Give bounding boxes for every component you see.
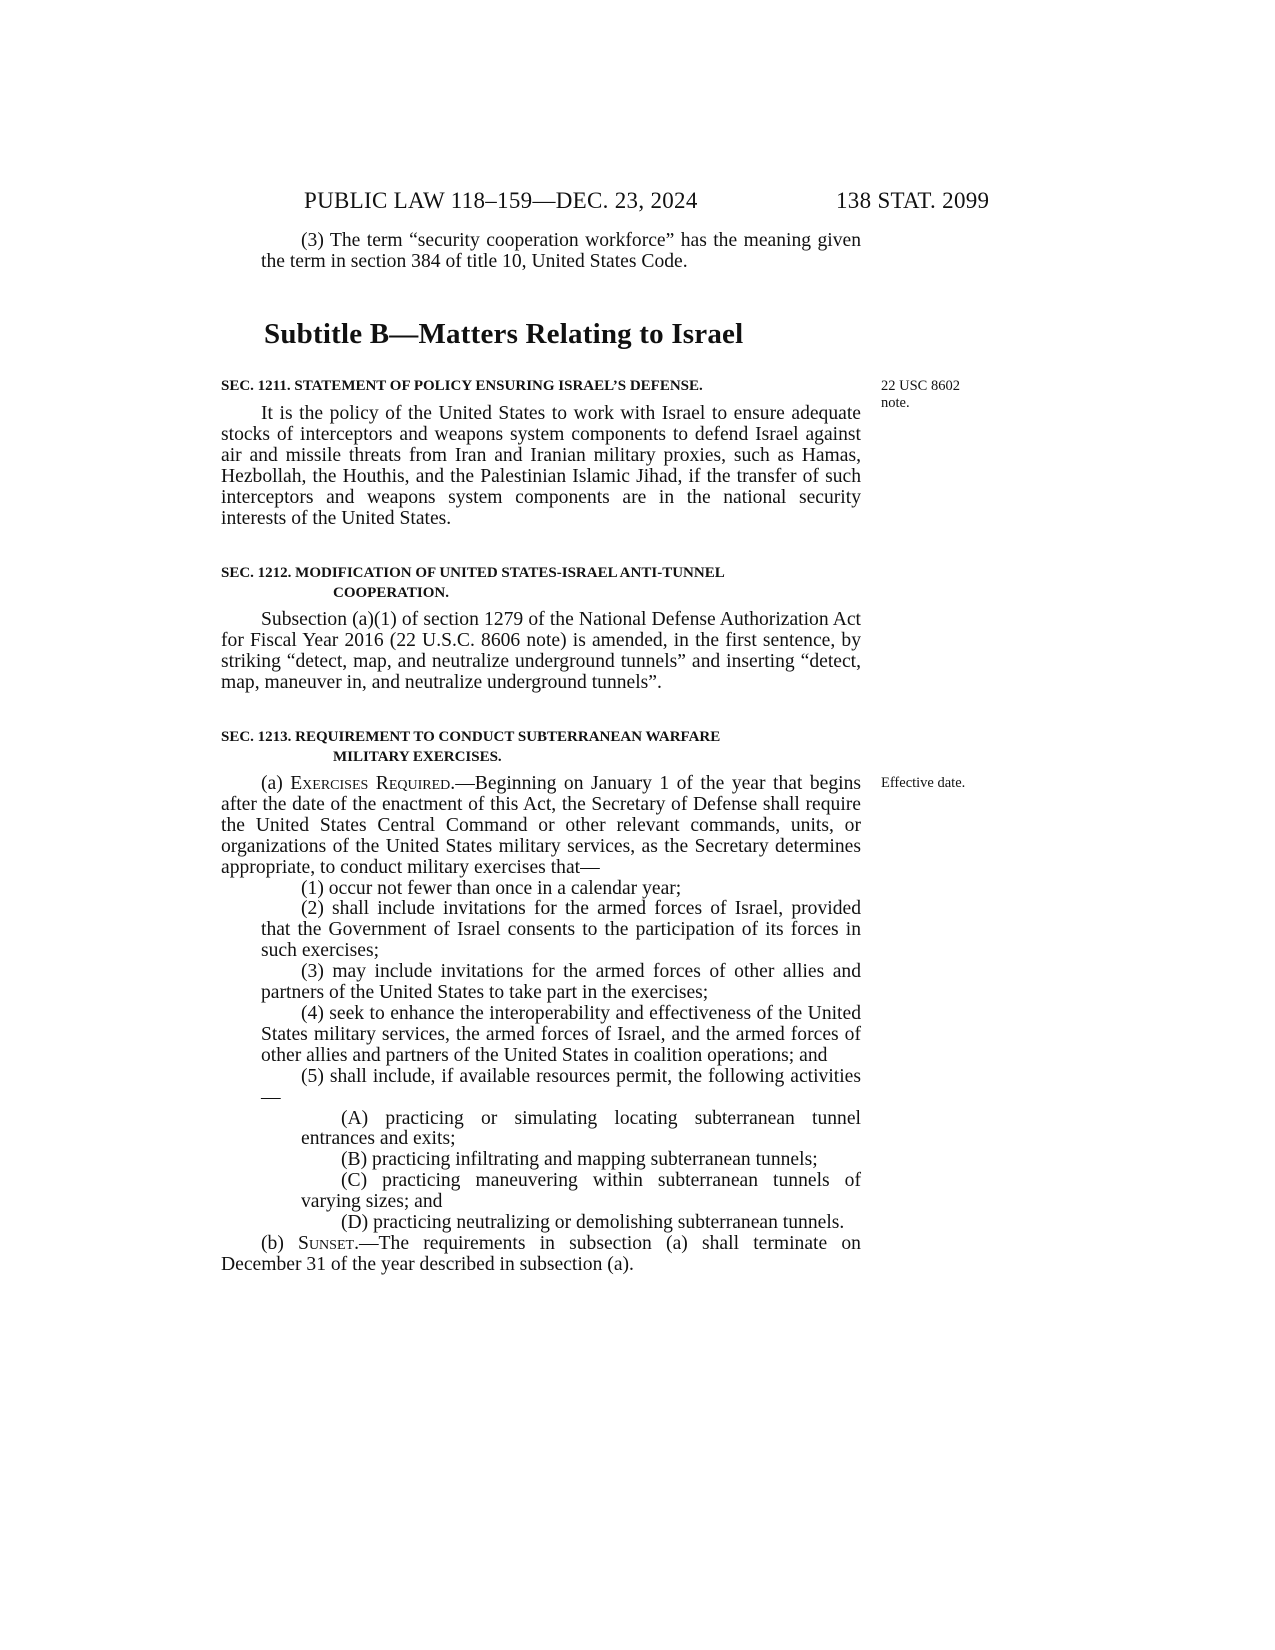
- margin-note-usc-line1: 22 USC 8602: [881, 378, 960, 394]
- subparagraph-c: (C) practicing maneuvering within subterranean tunnels of varying sizes; and: [301, 1170, 861, 1213]
- running-header-title: PUBLIC LAW 118–159—DEC. 23, 2024: [304, 188, 698, 213]
- section-1213: [221, 727, 861, 1276]
- subsection-a-heading: Exercises Required: [290, 773, 451, 794]
- section-1213-heading-line1: SEC. 1213. REQUIREMENT TO CONDUCT SUBTERRANEAN WARFARE: [221, 729, 721, 745]
- margin-note-usc-line2: note.: [881, 395, 910, 411]
- section-1211: [221, 376, 861, 529]
- section-1212-body: Subsection (a)(1) of section 1279 of the National Defense Authorization Act for Fiscal Year 2016 (22 U.S.C. 8606 note) is amended, in the first sentence, by striking “detect, map, and neutralize underground tunnels” and inserting “detect, map, maneuver in, and neutralize underground tunnels”.: [221, 609, 861, 693]
- paragraph-3: (3) may include invitations for the armed forces of other allies and partners of the United States to take part in the exercises;: [261, 961, 861, 1004]
- section-1213-heading-line2: MILITARY EXERCISES.: [333, 749, 502, 765]
- running-header-page-number: 138 STAT. 2099: [836, 188, 990, 213]
- intro-paragraph: (3) The term “security cooperation workforce” has the meaning given the term in section 384 of title 10, United States Code.: [261, 230, 861, 272]
- subtitle-heading: Subtitle B—Matters Relating to Israel: [264, 318, 744, 350]
- subparagraph-a: (A) practicing or simulating locating subterranean tunnel entrances and exits;: [301, 1107, 861, 1150]
- subparagraph-d: (D) practicing neutralizing or demolishing subterranean tunnels.: [341, 1212, 845, 1234]
- subsection-b-prefix: (b): [261, 1232, 299, 1254]
- section-1212: [221, 563, 861, 694]
- margin-note-effective-date: Effective date.: [881, 775, 966, 791]
- section-1212-heading-line2: COOPERATION.: [333, 585, 449, 601]
- paragraph-2: (2) shall include invitations for the armed forces of Israel, provided that the Government of Israel consents to the participation of its forces in such exercises;: [261, 898, 861, 962]
- section-1212-heading-line1: SEC. 1212. MODIFICATION OF UNITED STATES-ISRAEL ANTI-TUNNEL: [221, 565, 725, 581]
- paragraph-1: (1) occur not fewer than once in a calendar year;: [301, 877, 682, 899]
- intro-paragraph-block: [221, 231, 861, 273]
- subsection-b-heading: Sunset: [298, 1232, 355, 1254]
- section-1211-body: It is the policy of the United States to work with Israel to ensure adequate stocks of interceptors and weapons system components to defend Israel against air and missile threats from Iran and Iranian military proxies, such as Hamas, Hezbollah, the Houthis, and the Palestinian Islamic Jihad, if the transfer of such interceptors and weapons system components are in the national security interests of the United States.: [221, 403, 861, 529]
- subsection-a-prefix: (a): [261, 773, 291, 794]
- section-1211-heading: SEC. 1211. STATEMENT OF POLICY ENSURING ISRAEL’S DEFENSE.: [221, 378, 703, 394]
- section-1212-heading: [221, 563, 861, 603]
- margin-note-usc: [881, 378, 960, 412]
- paragraph-4: (4) seek to enhance the interoperability and effectiveness of the United States military services, the armed forces of Israel, and the armed forces of other allies and partners of the United States in coalition operations; and: [261, 1002, 861, 1066]
- section-1213-heading: [221, 727, 861, 767]
- subsection-a: [221, 774, 861, 879]
- subsection-b: [221, 1234, 861, 1276]
- subsection-b-text: .—The requirements in subsection (a) shall terminate on December 31 of the year described in subsection (a).: [221, 1232, 861, 1275]
- subsection-a-text: .—Beginning on January 1 of the year that begins after the date of the enactment of this Act, the Secretary of Defense shall require the United States Central Command or other relevant commands, units, or organizations of the United States military services, as the Secretary determines appropriate, to conduct military exercises that—: [221, 773, 861, 878]
- subparagraph-b: (B) practicing infiltrating and mapping subterranean tunnels;: [341, 1149, 818, 1171]
- paragraph-5: (5) shall include, if available resources permit, the following activities—: [261, 1065, 861, 1108]
